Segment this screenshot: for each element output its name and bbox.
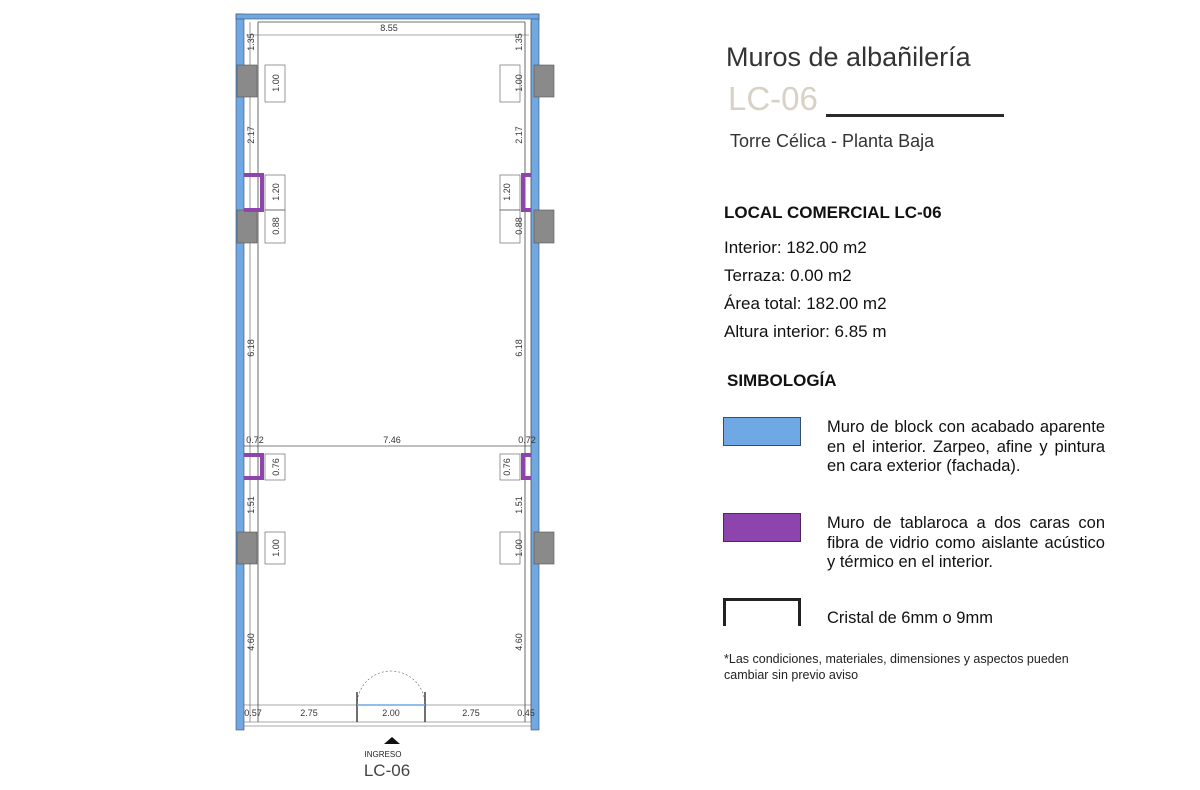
dim-left-8: 1.51 <box>246 496 256 514</box>
dim-right-7: 0.76 <box>502 458 512 476</box>
area-list <box>724 234 887 346</box>
dim-left-2: 1.00 <box>271 74 281 92</box>
dim-left-6: 6.18 <box>246 339 256 357</box>
area-interior: Interior: 182.00 m2 <box>724 238 867 257</box>
dim-bottom-2: 2.75 <box>300 708 318 718</box>
dim-right-4: 1.20 <box>502 183 512 201</box>
drywall-right-2 <box>523 455 531 478</box>
dim-left-4: 1.20 <box>271 183 281 201</box>
column-left-1 <box>237 65 257 97</box>
area-terraza: Terraza: 0.00 m2 <box>724 266 852 285</box>
disclaimer-note: *Las condiciones, materiales, dimensiones y aspectos pueden cambiar sin previo aviso <box>724 652 1069 682</box>
dim-left-5: 0.88 <box>271 217 281 235</box>
dim-top-width: 8.55 <box>380 23 398 33</box>
subtitle: Torre Célica - Planta Baja <box>730 131 935 151</box>
column-right-2 <box>534 210 554 243</box>
dim-right-3: 2.17 <box>514 126 524 144</box>
dim-mid-right: 0.72 <box>518 435 536 445</box>
dim-bottom-1: 0.57 <box>244 708 262 718</box>
legend-swatch-block <box>723 417 801 446</box>
entrance-arrow-icon <box>384 737 400 744</box>
dim-left-3: 2.17 <box>246 126 256 144</box>
dim-bottom-5: 0.45 <box>517 708 535 718</box>
wall-block-top <box>236 14 539 19</box>
page-title: Muros de albañilería <box>726 42 971 72</box>
dim-left-1: 1.35 <box>246 33 256 51</box>
legend-swatch-glass <box>723 598 801 626</box>
local-code: LC-06 <box>728 80 818 117</box>
column-right-3 <box>534 532 554 564</box>
entrance-label: INGRESO <box>364 750 402 759</box>
dim-mid-width: 7.46 <box>383 435 401 445</box>
drywall-right-1 <box>523 175 531 210</box>
dim-mid-left: 0.72 <box>246 435 264 445</box>
legend-title: SIMBOLOGÍA <box>727 371 837 390</box>
legend-swatch-drywall <box>723 513 801 542</box>
legend-text-glass: Cristal de 6mm o 9mm <box>827 609 993 627</box>
drywall-left-2 <box>244 455 262 478</box>
area-altura: Altura interior: 6.85 m <box>724 322 887 341</box>
column-left-3 <box>237 532 257 564</box>
legend-text-block: Muro de block con acabado aparente en el interior. Zarpeo, afine y pintura en cara exterior (fachada). <box>827 418 1105 475</box>
dim-right-6: 6.18 <box>514 339 524 357</box>
floor-plan <box>0 0 560 790</box>
dim-right-8: 1.51 <box>514 496 524 514</box>
dim-right-5: 0.88 <box>514 217 524 235</box>
dim-left-10: 4.60 <box>246 633 256 651</box>
local-title: LOCAL COMERCIAL LC-06 <box>724 203 942 222</box>
column-left-2 <box>237 210 257 243</box>
dim-right-1: 1.35 <box>514 33 524 51</box>
wall-block-left <box>236 14 244 730</box>
dim-left-7: 0.76 <box>271 458 281 476</box>
column-right-1 <box>534 65 554 97</box>
entrance-code: LC-06 <box>363 761 411 780</box>
area-total: Área total: 182.00 m2 <box>724 294 887 313</box>
dim-bottom-3: 2.00 <box>382 708 400 718</box>
dim-right-10: 4.60 <box>514 633 524 651</box>
wall-block-right <box>531 14 539 730</box>
legend-text-drywall: Muro de tablaroca a dos caras con fibra de vidrio como aislante acústico y térmico en el interior. <box>827 514 1105 571</box>
dim-left-9: 1.00 <box>271 539 281 557</box>
dim-bottom-4: 2.75 <box>462 708 480 718</box>
dim-right-9: 1.00 <box>514 539 524 557</box>
dim-right-2: 1.00 <box>514 74 524 92</box>
title-underline <box>826 114 1004 117</box>
drywall-left-1 <box>244 175 262 210</box>
